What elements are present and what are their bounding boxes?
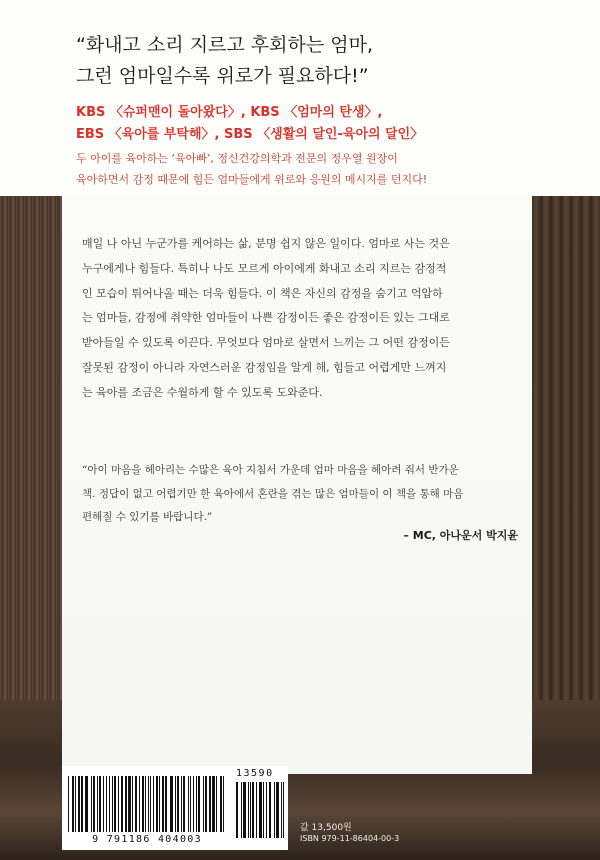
barcode-bar bbox=[148, 776, 149, 832]
barcode-bar bbox=[156, 776, 158, 832]
barcode-bar bbox=[274, 782, 275, 838]
barcode-bar bbox=[248, 782, 249, 838]
body-line: 잘못된 감정이 아니라 자연스러운 감정임을 알게 해, 힘들고 어렵게만 느껴지 bbox=[82, 360, 447, 374]
body-line: 는 엄마들, 감정에 취약한 엄마들이 나쁜 감정이든 좋은 감정이든 있는 그대로 bbox=[82, 311, 450, 325]
body-line: 누구에게나 힘들다. 특히나 나도 모르게 아이에게 화내고 소리 지르는 감정적 bbox=[82, 261, 447, 275]
barcode-bar bbox=[170, 776, 173, 832]
barcode-bars bbox=[68, 776, 226, 832]
barcode-bar bbox=[99, 776, 101, 832]
barcode-bar bbox=[281, 782, 282, 838]
barcode-bar bbox=[135, 776, 137, 832]
barcode-bar bbox=[266, 782, 267, 838]
addon-digits: 13590 bbox=[236, 768, 274, 779]
barcode-bar bbox=[269, 782, 271, 838]
headline-line: “화내고 소리 지르고 후회하는 엄마, bbox=[76, 34, 373, 56]
barcode-bar bbox=[78, 776, 80, 832]
quote-line: 책. 정답이 없고 어렵기만 한 육아에서 혼란을 겪는 많은 엄마들이 이 책을 통해 마음 bbox=[82, 487, 464, 500]
barcode-bar bbox=[139, 776, 140, 832]
tv-shows bbox=[76, 102, 423, 146]
barcode-bar bbox=[276, 782, 279, 838]
barcode-bar bbox=[93, 776, 95, 832]
barcode-bar bbox=[128, 776, 131, 832]
barcode-bar bbox=[205, 776, 207, 832]
barcode-bar bbox=[190, 776, 191, 832]
isbn-number: ISBN 979-11-86404-00-3 bbox=[300, 834, 400, 843]
barcode-bar bbox=[97, 776, 98, 832]
barcode-bar bbox=[243, 782, 246, 838]
barcode-bar bbox=[177, 776, 179, 832]
headline-line: 그런 엄마일수록 위로가 필요하다!” bbox=[76, 65, 369, 87]
barcode-bar bbox=[75, 776, 76, 832]
barcode-bar bbox=[85, 776, 88, 832]
body-line: 매일 나 아닌 누군가를 케어하는 삶, 분명 쉽지 않은 일이다. 엄마로 사는 것은 bbox=[82, 237, 450, 250]
quote-line: “아이 마음을 헤아리는 수많은 육아 지침서 가운데 엄마 마음을 헤아려 줘서 반가운 bbox=[82, 464, 459, 476]
barcode-bar bbox=[183, 776, 185, 832]
barcode-bar bbox=[236, 782, 238, 838]
quote-line: 편해질 수 있기를 바랍니다.” bbox=[82, 511, 213, 523]
barcode-bar bbox=[241, 782, 242, 838]
barcode-bar bbox=[72, 776, 74, 832]
barcode-bar bbox=[250, 782, 251, 838]
barcode-bar bbox=[263, 782, 264, 838]
barcode-bar bbox=[118, 776, 119, 832]
barcode-bar bbox=[145, 776, 146, 832]
barcode-bar bbox=[223, 776, 224, 832]
tv-shows-line: EBS 〈육아를 부탁해〉, SBS 〈생활의 달인-육아의 달인〉 bbox=[76, 127, 424, 142]
barcode-digits: 9 791186 404003 bbox=[92, 834, 202, 845]
barcode-bar bbox=[252, 782, 254, 838]
barcode-bar bbox=[193, 776, 194, 832]
description-body bbox=[82, 232, 518, 406]
barcode-bar bbox=[181, 776, 182, 832]
barcode-bar bbox=[132, 776, 133, 832]
subtitle-line: 두 아이를 육아하는 ‘육아빠’, 정신건강의학과 전문의 정우열 원장이 bbox=[76, 152, 398, 165]
barcode-bar bbox=[259, 782, 262, 838]
barcode-bar bbox=[109, 776, 110, 832]
tv-shows-line: KBS 〈슈퍼맨이 돌아왔다〉, KBS 〈엄마의 탄생〉, bbox=[76, 105, 383, 120]
barcode-bar bbox=[220, 776, 222, 832]
endorsement-quote bbox=[82, 459, 518, 530]
barcode-bar bbox=[112, 776, 113, 832]
barcode-bar bbox=[256, 782, 257, 838]
barcode-bar bbox=[91, 776, 92, 832]
barcode-bar bbox=[142, 776, 144, 832]
subtitle-line: 육아하면서 감정 때문에 힘든 엄마들에게 위로와 응원의 메시지를 던지다! bbox=[76, 173, 428, 186]
barcode-bar bbox=[216, 776, 217, 832]
barcode-bar bbox=[212, 776, 215, 832]
barcode-bar bbox=[198, 776, 200, 832]
barcode-bar bbox=[196, 776, 197, 832]
body-line: 는 육아를 조금은 수월하게 할 수 있도록 도와준다. bbox=[82, 385, 323, 399]
barcode-bar bbox=[162, 776, 164, 832]
top-panel bbox=[0, 0, 600, 196]
body-line: 인 모습이 튀어나올 때는 더욱 힘들다. 이 책은 자신의 감정을 숨기고 억압하 bbox=[82, 286, 443, 300]
headline bbox=[76, 30, 373, 92]
addon-barcode bbox=[232, 766, 288, 850]
barcode-bar bbox=[283, 782, 284, 838]
barcode-bar bbox=[114, 776, 116, 832]
quote-attribution: – MC, 아나운서 박지윤 bbox=[403, 529, 518, 542]
barcode-bar bbox=[209, 776, 211, 832]
barcode-bar bbox=[159, 776, 160, 832]
barcode-bar bbox=[203, 776, 204, 832]
barcode-bar bbox=[150, 776, 151, 832]
body-line: 받아들일 수 있도록 이끈다. 무엇보다 엄마로 살면서 느끼는 그 어떤 감정이든 bbox=[82, 336, 450, 350]
isbn-barcode bbox=[62, 766, 232, 850]
barcode-bar bbox=[103, 776, 104, 832]
barcode-bar bbox=[153, 776, 154, 832]
barcode-bar bbox=[81, 776, 83, 832]
barcode-bar bbox=[165, 776, 167, 832]
subtitle bbox=[76, 148, 427, 190]
barcode-bar bbox=[175, 776, 176, 832]
barcode-bar bbox=[121, 776, 123, 832]
barcode-bar bbox=[106, 776, 107, 832]
barcode-bar bbox=[68, 776, 69, 832]
barcode-bar bbox=[188, 776, 189, 832]
addon-bars bbox=[236, 782, 284, 832]
barcode-bar bbox=[125, 776, 127, 832]
price: 값 13,500원 bbox=[300, 823, 352, 833]
